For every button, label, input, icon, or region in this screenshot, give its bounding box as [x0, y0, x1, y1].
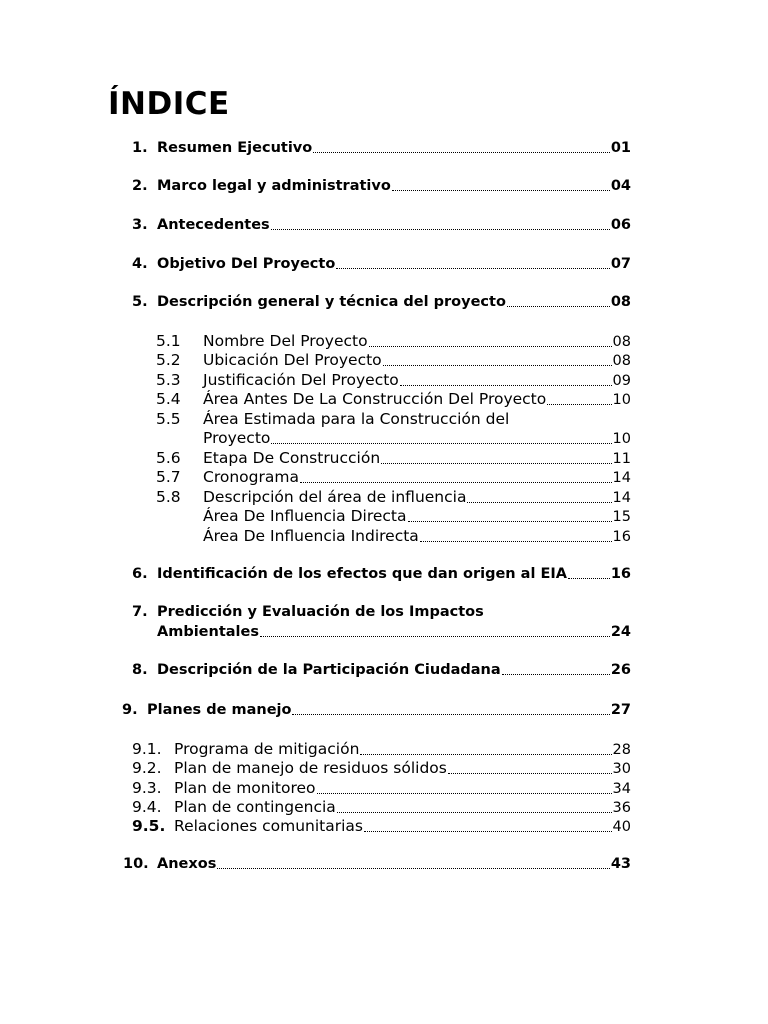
toc-entry-row[interactable] — [203, 527, 631, 545]
toc-entry-number: 5.6 — [156, 449, 181, 467]
dot-leader — [383, 365, 612, 366]
dot-leader — [271, 229, 610, 230]
toc-entry-row[interactable] — [157, 624, 631, 640]
toc-entry-page: 11 — [612, 451, 631, 467]
toc-entry-row[interactable] — [157, 566, 631, 582]
toc-entry-row[interactable] — [157, 256, 631, 272]
toc-entry-label: Plan de monitoreo — [174, 779, 316, 797]
toc-entry-page: 15 — [612, 509, 631, 525]
toc-entry-row[interactable] — [203, 351, 631, 369]
dot-leader — [381, 463, 611, 464]
toc-entry-label: Objetivo Del Proyecto — [157, 256, 336, 272]
toc-entry-page: 36 — [612, 800, 631, 816]
toc-entry-label: Área Antes De La Construcción Del Proyecto — [203, 390, 547, 408]
dot-leader — [317, 793, 612, 794]
toc-entry-row[interactable] — [203, 507, 631, 525]
toc-entry-page: 43 — [610, 856, 631, 872]
toc-entry-label: Descripción del área de influencia — [203, 488, 467, 506]
toc-entry-number: 4. — [132, 256, 148, 272]
toc-entry-label: Descripción de la Participación Ciudadana — [157, 662, 501, 678]
toc-entry-label: Área De Influencia Directa — [203, 507, 407, 525]
toc-entry-page: 10 — [612, 392, 631, 408]
toc-entry-number: 1. — [132, 140, 148, 156]
toc-entry-page: 34 — [612, 781, 631, 797]
dot-leader — [336, 268, 610, 269]
toc-entry-row[interactable] — [147, 702, 631, 718]
toc-entry-number: 9.2. — [132, 759, 162, 777]
dot-leader — [260, 636, 610, 637]
toc-entry-page: 04 — [610, 178, 631, 194]
dot-leader — [568, 578, 610, 579]
toc-entry-row[interactable] — [174, 759, 631, 777]
dot-leader — [300, 482, 612, 483]
dot-leader — [217, 868, 609, 869]
toc-entry-number: 8. — [132, 662, 148, 678]
toc-entry-label: Predicción y Evaluación de los Impactos — [157, 604, 484, 620]
toc-entry-page: 40 — [612, 819, 631, 835]
toc-entry-number: 9.4. — [132, 798, 162, 816]
toc-entry-page: 24 — [610, 624, 631, 640]
toc-entry-number: 9.3. — [132, 779, 162, 797]
toc-entry-number: 7. — [132, 604, 148, 620]
dot-leader — [507, 306, 610, 307]
toc-entry-page: 28 — [612, 742, 631, 758]
toc-entry-row[interactable] — [203, 468, 631, 486]
toc-entry-row[interactable] — [157, 856, 631, 872]
dot-leader — [292, 714, 609, 715]
toc-entry-number: 9.5. — [132, 817, 166, 835]
dot-leader — [448, 773, 612, 774]
toc-entry-label: Nombre Del Proyecto — [203, 332, 368, 350]
toc-entry-label: Área De Influencia Indirecta — [203, 527, 419, 545]
toc-entry-label: Plan de manejo de residuos sólidos — [174, 759, 447, 777]
toc-entry-row[interactable] — [203, 390, 631, 408]
toc-entry-label: Planes de manejo — [147, 702, 292, 718]
toc-entry-page: 27 — [610, 702, 631, 718]
toc-entry-label: Relaciones comunitarias — [174, 817, 363, 835]
toc-entry-row[interactable] — [203, 449, 631, 467]
dot-leader — [364, 831, 612, 832]
toc-entry-label: Marco legal y administrativo — [157, 178, 391, 194]
toc-entry-number: 5.5 — [156, 410, 181, 428]
toc-entry-number: 5.3 — [156, 371, 181, 389]
toc-entry-label: Anexos — [157, 856, 217, 872]
toc-entry-row[interactable] — [203, 488, 631, 506]
toc-entry-label: Descripción general y técnica del proyecto — [157, 294, 506, 310]
dot-leader — [467, 502, 611, 503]
toc-entry-number: 2. — [132, 178, 148, 194]
toc-entry-row[interactable] — [157, 662, 631, 678]
toc-entry-number: 10. — [123, 856, 149, 872]
dot-leader — [337, 812, 612, 813]
toc-entry-page: 01 — [610, 140, 631, 156]
dot-leader — [420, 541, 612, 542]
toc-entry-number: 5.2 — [156, 351, 181, 369]
toc-entry-row[interactable] — [174, 779, 631, 797]
toc-entry-row[interactable] — [157, 294, 631, 310]
toc-entry-row[interactable] — [203, 371, 631, 389]
dot-leader — [392, 190, 610, 191]
toc-entry-number: 9. — [122, 702, 138, 718]
page-title: ÍNDICE — [108, 86, 230, 122]
toc-entry-page: 08 — [612, 353, 631, 369]
toc-entry-page: 14 — [612, 490, 631, 506]
dot-leader — [360, 754, 611, 755]
toc-entry-label: Resumen Ejecutivo — [157, 140, 313, 156]
toc-entry-label: Ubicación Del Proyecto — [203, 351, 382, 369]
toc-entry-page: 08 — [612, 334, 631, 350]
dot-leader — [271, 443, 611, 444]
toc-entry-row[interactable] — [174, 798, 631, 816]
toc-entry-number: 5. — [132, 294, 148, 310]
toc-entry-label: Antecedentes — [157, 217, 270, 233]
toc-entry-page: 06 — [610, 217, 631, 233]
dot-leader — [400, 385, 612, 386]
toc-entry-label: Identificación de los efectos que dan origen al EIA — [157, 566, 567, 582]
toc-entry-number: 5.1 — [156, 332, 181, 350]
toc-entry-number: 5.7 — [156, 468, 181, 486]
toc-entry-row[interactable] — [157, 178, 631, 194]
toc-entry-label: Justificación Del Proyecto — [203, 371, 399, 389]
toc-entry-page: 09 — [612, 373, 631, 389]
toc-entry-page: 16 — [610, 566, 631, 582]
toc-entry-number: 9.1. — [132, 740, 162, 758]
toc-entry-row[interactable] — [174, 817, 631, 835]
toc-entry-label: Etapa De Construcción — [203, 449, 381, 467]
toc-entry-label: Plan de contingencia — [174, 798, 336, 816]
toc-entry-page: 08 — [610, 294, 631, 310]
toc-entry-row[interactable] — [157, 217, 631, 233]
dot-leader — [547, 404, 611, 405]
toc-entry-page: 16 — [612, 529, 631, 545]
toc-entry-label: Área Estimada para la Construcción del — [203, 410, 510, 428]
toc-entry-number: 6. — [132, 566, 148, 582]
toc-entry-number: 5.8 — [156, 488, 181, 506]
toc-entry-row[interactable] — [203, 429, 631, 447]
toc-entry-page: 26 — [610, 662, 631, 678]
toc-entry-page: 07 — [610, 256, 631, 272]
toc-entry-number: 3. — [132, 217, 148, 233]
toc-entry-label: Cronograma — [203, 468, 299, 486]
toc-entry-page: 30 — [612, 761, 631, 777]
dot-leader — [313, 152, 610, 153]
toc-entry-row[interactable] — [203, 332, 631, 350]
toc-entry-row[interactable] — [157, 140, 631, 156]
toc-entry-number: 5.4 — [156, 390, 181, 408]
dot-leader — [408, 521, 612, 522]
dot-leader — [502, 674, 610, 675]
toc-entry-row[interactable] — [174, 740, 631, 758]
dot-leader — [369, 346, 612, 347]
toc-entry-page: 14 — [612, 470, 631, 486]
toc-entry-label-continued: Proyecto — [203, 429, 271, 447]
toc-entry-label-continued: Ambientales — [157, 624, 259, 640]
toc-entry-label: Programa de mitigación — [174, 740, 360, 758]
toc-entry-page: 10 — [612, 431, 631, 447]
